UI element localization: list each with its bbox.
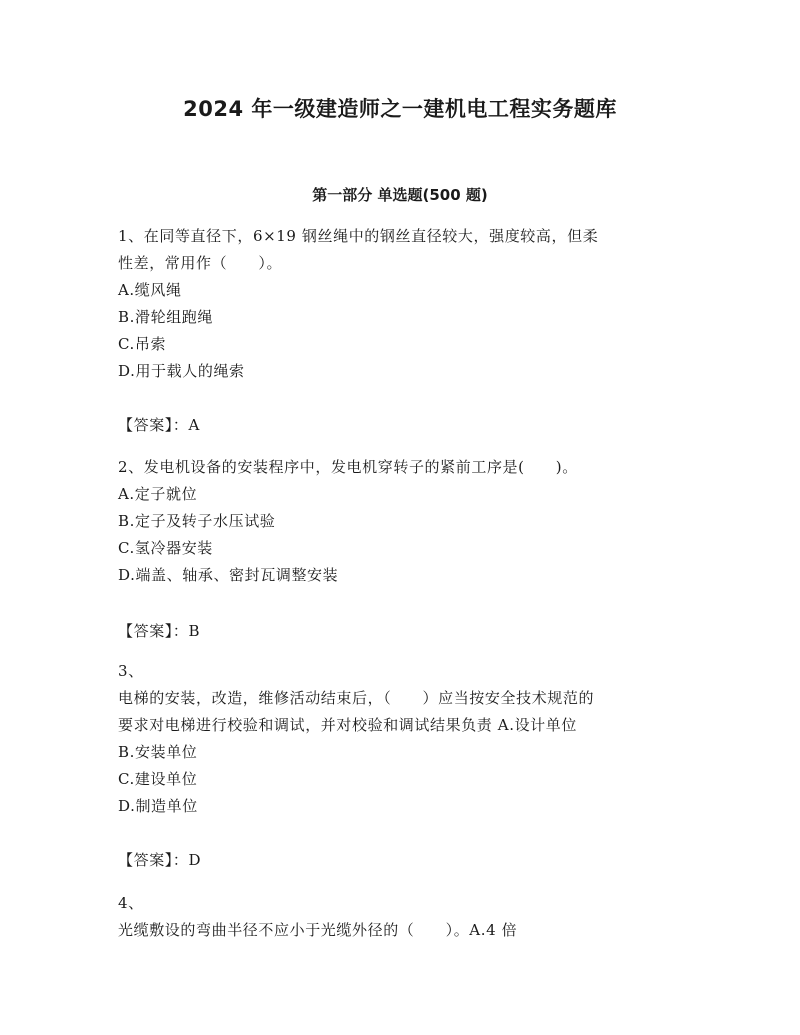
question-3-option-c: C.建设单位 — [118, 770, 198, 788]
question-2-answer: 【答案】：B — [118, 622, 201, 640]
question-1-option-c: C.吊索 — [118, 335, 167, 353]
question-2-option-b: B.定子及转子水压试验 — [118, 512, 276, 530]
question-1-answer: 【答案】：A — [118, 416, 200, 434]
question-1-stem-line-2: 性差，常用作（ ）。 — [118, 254, 283, 272]
document-title: 2024 年一级建造师之一建机电工程实务题库 — [183, 97, 617, 121]
section-heading: 第一部分 单选题(500 题) — [312, 186, 488, 204]
question-3-answer: 【答案】：D — [118, 851, 202, 869]
question-1-stem-line-1: 1、在同等直径下，6×19 钢丝绳中的钢丝直径较大，强度较高，但柔 — [118, 227, 599, 245]
question-3-option-b: B.安装单位 — [118, 743, 198, 761]
question-1-option-d: D.用于载人的绳索 — [118, 362, 245, 380]
question-2-stem-line-1: 2、发电机设备的安装程序中，发电机穿转子的紧前工序是( )。 — [118, 458, 578, 476]
question-3-number: 3、 — [118, 662, 144, 680]
question-4-number: 4、 — [118, 894, 144, 912]
question-4-stem-line-1: 光缆敷设的弯曲半径不应小于光缆外径的（ ）。A.4 倍 — [118, 921, 518, 939]
question-3-stem-line-2: 要求对电梯进行校验和调试，并对校验和调试结果负责 A.设计单位 — [118, 716, 577, 734]
question-2-option-c: C.氢冷器安装 — [118, 539, 213, 557]
question-2-option-a: A.定子就位 — [118, 485, 198, 503]
question-1-option-b: B.滑轮组跑绳 — [118, 308, 213, 326]
question-3-option-d: D.制造单位 — [118, 797, 198, 815]
question-3-stem-line-1: 电梯的安装，改造，维修活动结束后，（ ）应当按安全技术规范的 — [118, 689, 595, 707]
question-2-option-d: D.端盖、轴承、密封瓦调整安装 — [118, 566, 339, 584]
question-1-option-a: A.缆风绳 — [118, 281, 182, 299]
